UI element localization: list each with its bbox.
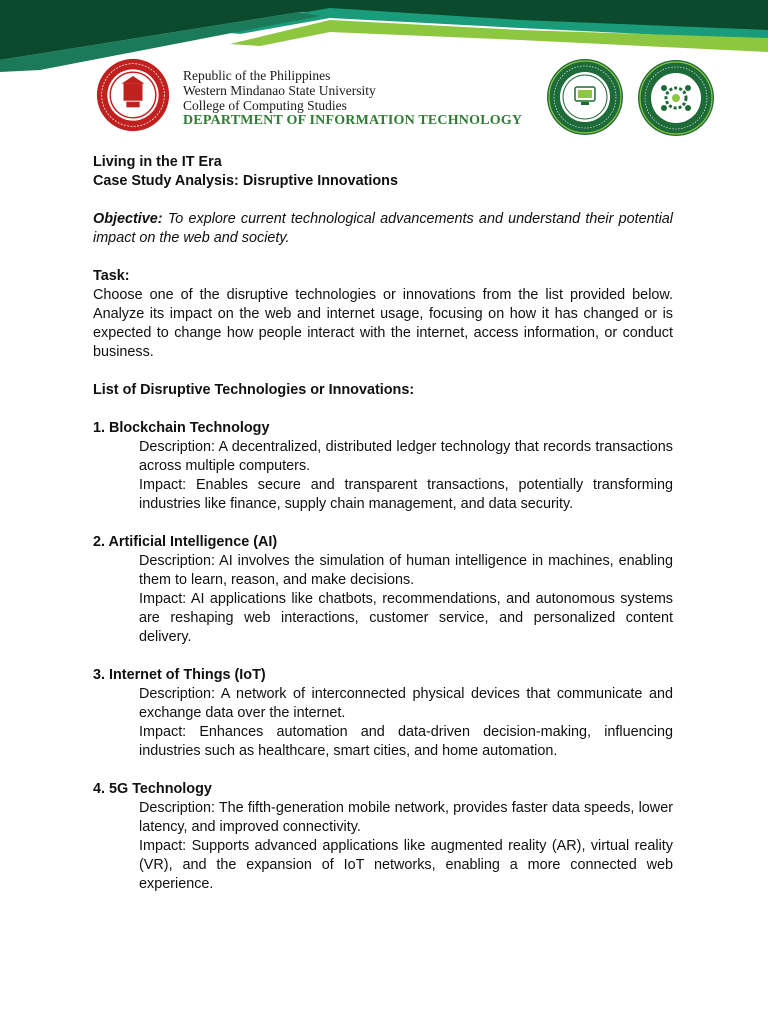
document-body xyxy=(93,153,673,913)
task-text: Choose one of the disruptive technologies or innovations from the list provided below. Analyze its impact on the web and internet usage, focusing on how it has changed or is expected to change how people interact with the internet, access information, or conduct business. xyxy=(93,287,673,360)
task-label: Task: xyxy=(93,268,130,284)
item-impact: Impact: Enables secure and transparent transactions, potentially transforming industries like finance, supply chain management, and data security. xyxy=(139,477,673,512)
header-line-university: Western Mindanao State University xyxy=(183,83,376,98)
list-heading: List of Disruptive Technologies or Innovations: xyxy=(93,382,415,398)
item-title: 2. Artificial Intelligence (AI) xyxy=(93,534,278,550)
item-title: 3. Internet of Things (IoT) xyxy=(93,667,266,683)
item-description: Description: A decentralized, distributed ledger technology that records transactions across multiple computers. xyxy=(139,439,673,474)
list-item xyxy=(93,533,673,647)
item-description: Description: The fifth-generation mobile network, provides faster data speeds, lower latency, and improved connectivity. xyxy=(139,800,673,835)
dit-seal-icon xyxy=(636,58,716,138)
doc-title-course: Living in the IT Era xyxy=(93,154,222,170)
ccs-seal-icon xyxy=(545,57,625,137)
list-item xyxy=(93,419,673,514)
header-line-college: College of Computing Studies xyxy=(183,98,347,113)
item-title: 4. 5G Technology xyxy=(93,781,212,797)
item-description: Description: AI involves the simulation of human intelligence in machines, enabling them to learn, reason, and make decisions. xyxy=(139,553,673,588)
wmsu-seal-icon xyxy=(95,57,171,133)
objective-label: Objective: xyxy=(93,211,163,227)
header-line-republic: Republic of the Philippines xyxy=(183,68,331,83)
list-item xyxy=(93,780,673,894)
list-item xyxy=(93,666,673,761)
item-impact: Impact: Enhances automation and data-driven decision-making, influencing industries such as healthcare, smart cities, and home automation. xyxy=(139,724,673,759)
item-impact: Impact: AI applications like chatbots, recommendations, and autonomous systems are reshaping web interactions, customer service, and personalized content delivery. xyxy=(139,591,673,645)
item-impact: Impact: Supports advanced applications like augmented reality (AR), virtual reality (VR), and the expansion of IoT networks, enabling a more connected web experience. xyxy=(139,838,673,892)
item-description: Description: A network of interconnected physical devices that communicate and exchange data over the internet. xyxy=(139,686,673,721)
objective-paragraph xyxy=(93,210,673,248)
item-title: 1. Blockchain Technology xyxy=(93,420,270,436)
objective-text: To explore current technological advancements and understand their potential impact on the web and society. xyxy=(93,211,673,246)
institution-text xyxy=(183,68,522,128)
doc-title-case-study: Case Study Analysis: Disruptive Innovations xyxy=(93,173,398,189)
letterhead xyxy=(0,54,768,144)
header-department: DEPARTMENT OF INFORMATION TECHNOLOGY xyxy=(183,113,523,128)
